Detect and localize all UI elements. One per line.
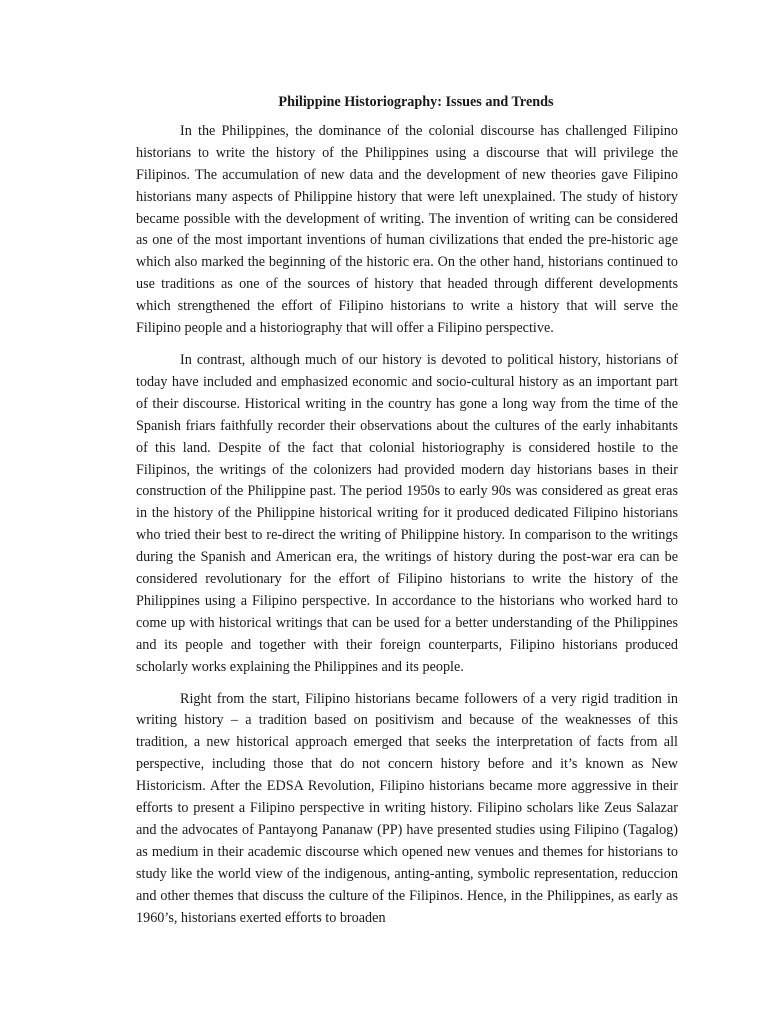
document-title: Philippine Historiography: Issues and Trends xyxy=(278,94,554,110)
paragraph-3: Right from the start, Filipino historians became followers of a very rigid tradition in writing history – a tradition based on positivism and because of the weaknesses of this tradition, a new historical approach emerged that seeks the interpretation of facts from all perspective, including those that do not concern history before and it’s known as New Historicism. After the EDSA Revolution, Filipino historians became more aggressive in their efforts to present a Filipino perspective in writing history. Filipino scholars like Zeus Salazar and the advocates of Pantayong Pananaw (PP) have presented studies using Filipino (Tagalog) as medium in their academic discourse which opened new venues and themes for historians to study like the world view of the indigenous, anting-anting, symbolic representation, reduccion and other themes that discuss the culture of the Filipinos. Hence, in the Philippines, as early as 1960’s, historians exerted efforts to broaden xyxy=(136,690,678,926)
paragraph-1: In the Philippines, the dominance of the colonial discourse has challenged Filipino historians to write the history of the Philippines using a discourse that will privilege the Filipinos. The accumulation of new data and the development of new theories gave Filipino historians many aspects of Philippine history that were left unexplained. The study of history became possible with the development of writing. The invention of writing can be considered as one of the most important inventions of human civilizations that ended the pre-historic age which also marked the beginning of the historic era. On the other hand, historians continued to use traditions as one of the sources of history that headed through different developments which strengthened the effort of Filipino historians to write a history that will serve the Filipino people and a historiography that will offer a Filipino perspective. xyxy=(136,122,678,337)
paragraph-2: In contrast, although much of our history is devoted to political history, historians of today have included and emphasized economic and socio-cultural history as an important part of their discourse. Historical writing in the country has gone a long way from the time of the Spanish friars faithfully recorder their observations about the cultures of the early inhabitants of this land. Despite of the fact that colonial historiography is considered hostile to the Filipinos, the writings of the colonizers had provided modern day historians bases in their construction of the Philippine past. The period 1950s to early 90s was considered as great eras in the history of the Philippine historical writing for it produced dedicated Filipino historians who tried their best to re-direct the writing of Philippine history. In comparison to the writings during the Spanish and American era, the writings of history during the post-war era can be considered revolutionary for the effort of Filipino historians to write the history of the Philippines using a Filipino perspective. In accordance to the historians who worked hard to come up with historical writings that can be used for a better understanding of the Philippines and its people and together with their foreign counterparts, Filipino historians produced scholarly works explaining the Philippines and its people. xyxy=(136,351,678,675)
document-body xyxy=(136,92,678,940)
